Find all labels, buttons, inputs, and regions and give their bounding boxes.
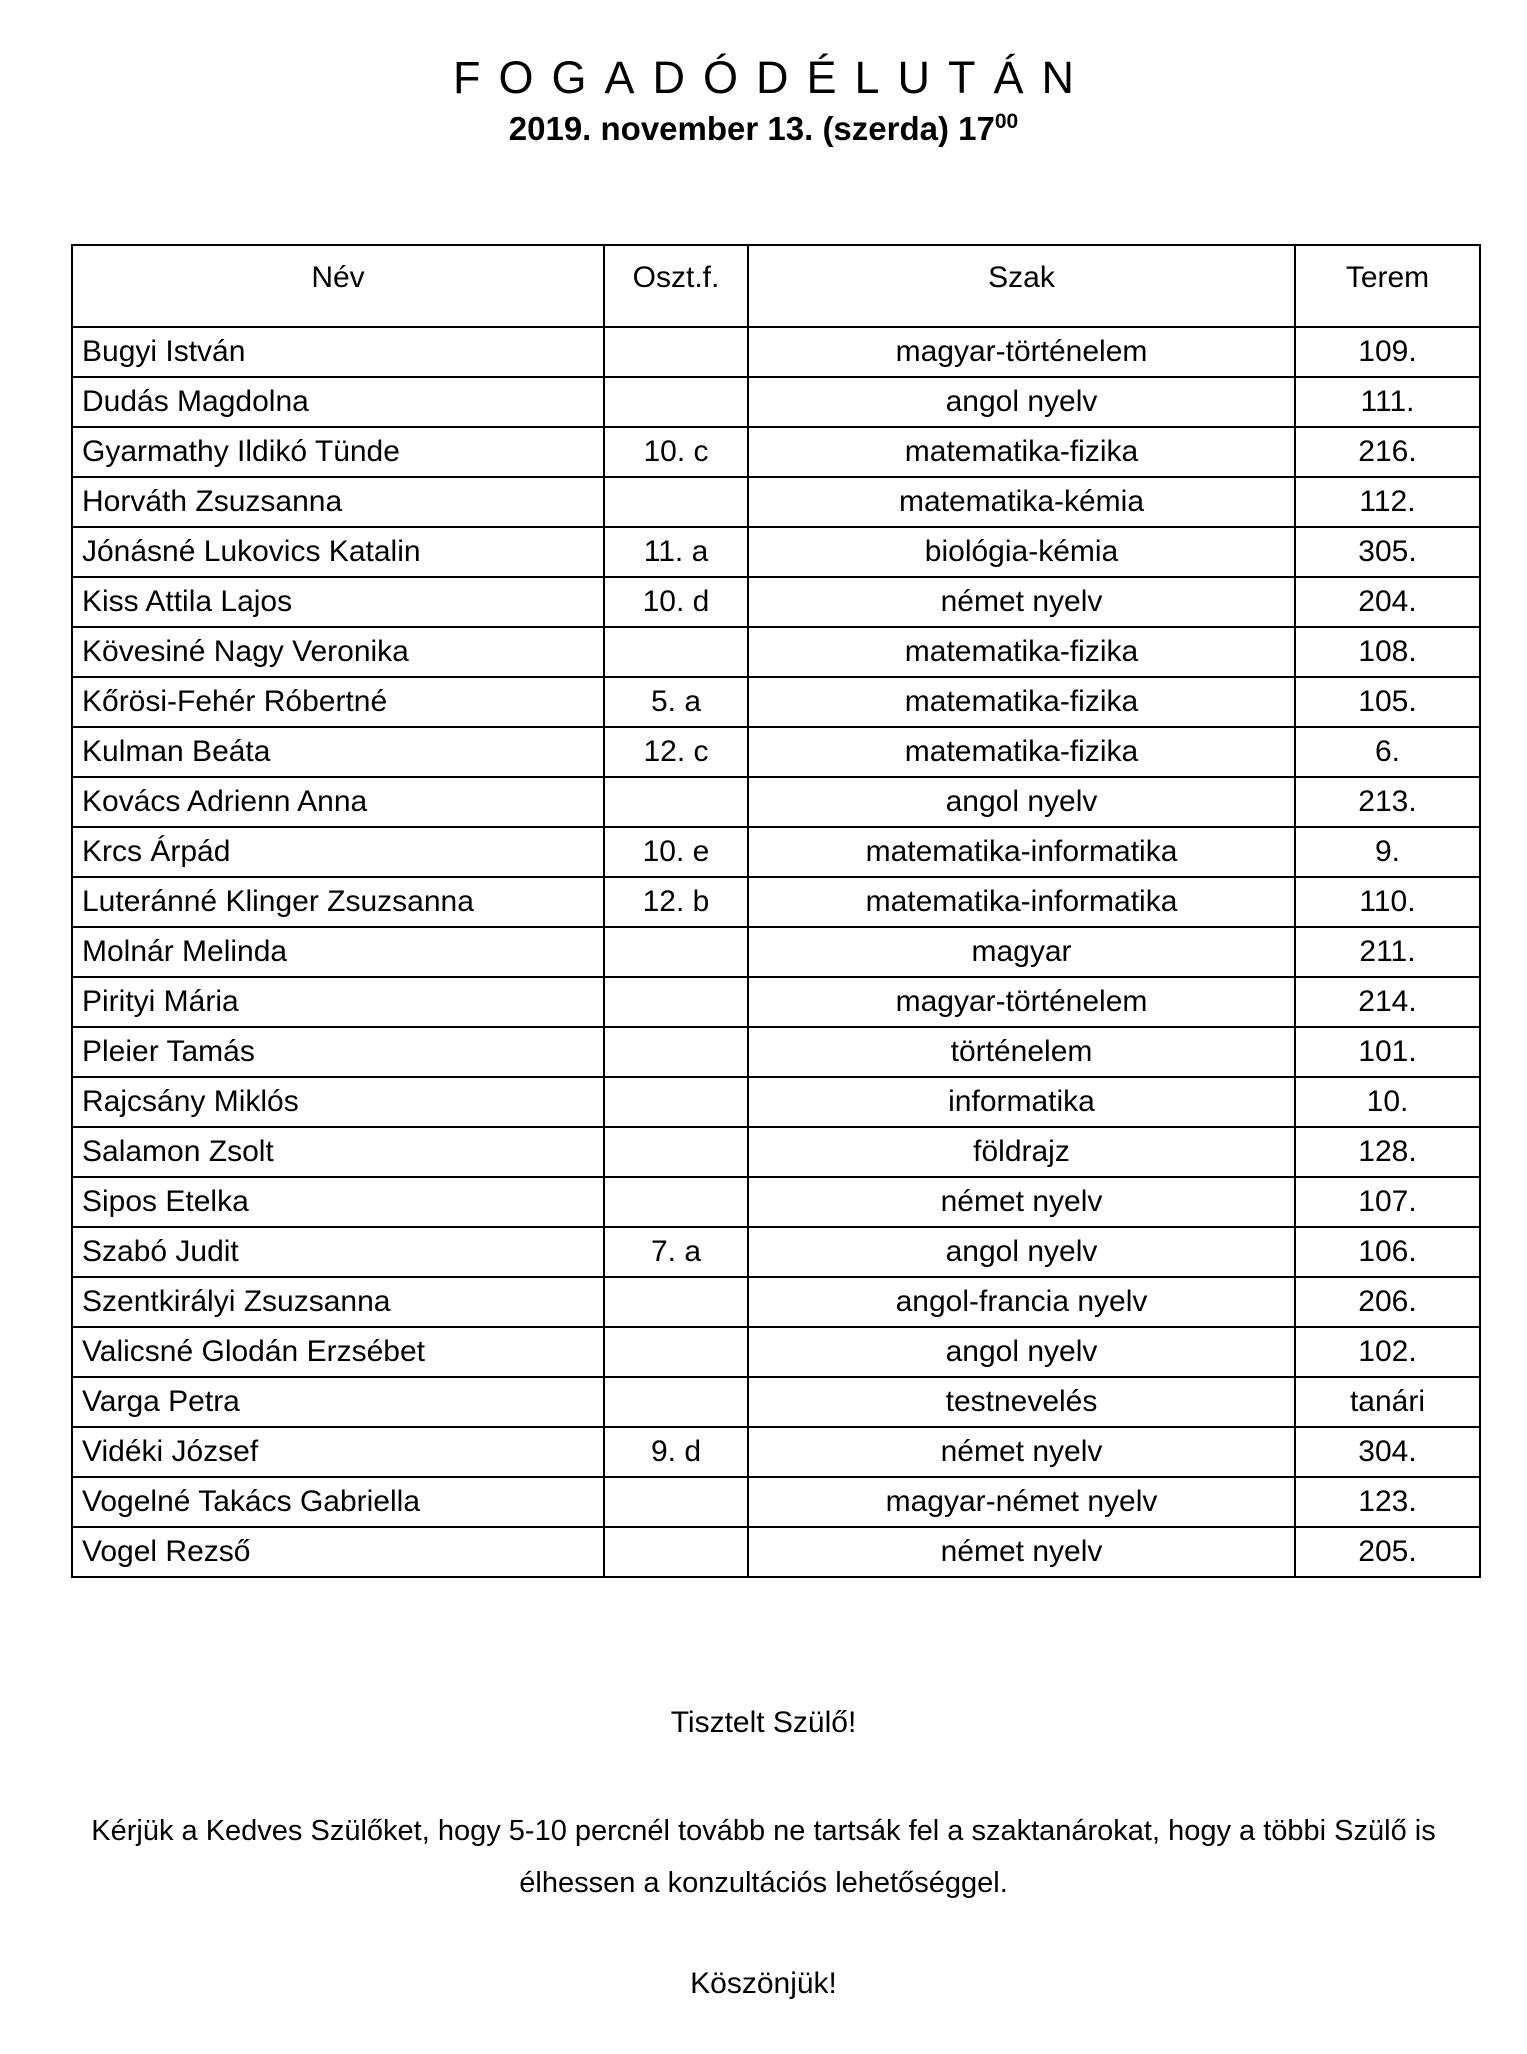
row-room-cell: 111. [1295, 377, 1480, 427]
row-subject-cell: matematika-fizika [748, 677, 1295, 727]
row-name-cell: Varga Petra [72, 1377, 604, 1427]
row-subject-cell: magyar-történelem [748, 977, 1295, 1027]
row-room-cell: 112. [1295, 477, 1480, 527]
row-subject-cell: magyar-német nyelv [748, 1477, 1295, 1527]
row-class-cell: 10. c [604, 427, 748, 477]
row-room-cell: 216. [1295, 427, 1480, 477]
table-header-row [72, 245, 1480, 327]
row-name-cell: Szentkirályi Zsuzsanna [72, 1277, 604, 1327]
row-name-cell: Kőrösi-Fehér Róbertné [72, 677, 604, 727]
row-name-cell: Luteránné Klinger Zsuzsanna [72, 877, 604, 927]
table-row [72, 777, 1480, 827]
table-row [72, 727, 1480, 777]
row-room-cell: 304. [1295, 1427, 1480, 1477]
row-name-cell: Sipos Etelka [72, 1177, 604, 1227]
footer-thanks: Köszönjük! [690, 1967, 837, 2001]
row-class-cell [604, 327, 748, 377]
table-row [72, 1477, 1480, 1527]
row-subject-cell: angol nyelv [748, 777, 1295, 827]
row-class-cell [604, 1127, 748, 1177]
table-row [72, 877, 1480, 927]
row-subject-cell: informatika [748, 1077, 1295, 1127]
row-class-cell [604, 477, 748, 527]
row-subject-cell: történelem [748, 1027, 1295, 1077]
row-class-cell: 12. b [604, 877, 748, 927]
table-row [72, 827, 1480, 877]
row-subject-cell: magyar-történelem [748, 327, 1295, 377]
row-room-cell: 206. [1295, 1277, 1480, 1327]
row-subject-cell: földrajz [748, 1127, 1295, 1177]
row-room-cell: 101. [1295, 1027, 1480, 1077]
table-row [72, 1427, 1480, 1477]
row-class-cell [604, 927, 748, 977]
row-class-cell [604, 1277, 748, 1327]
table-row [72, 627, 1480, 677]
row-class-cell: 5. a [604, 677, 748, 727]
row-room-cell: 106. [1295, 1227, 1480, 1277]
row-name-cell: Szabó Judit [72, 1227, 604, 1277]
row-class-cell [604, 1327, 748, 1377]
row-name-cell: Dudás Magdolna [72, 377, 604, 427]
footer-greeting: Tisztelt Szülő! [670, 1706, 857, 1739]
row-room-cell: 107. [1295, 1177, 1480, 1227]
row-name-cell: Krcs Árpád [72, 827, 604, 877]
footer [0, 1706, 1527, 2001]
row-room-cell: tanári [1295, 1377, 1480, 1427]
row-class-cell: 10. e [604, 827, 748, 877]
row-subject-cell: biológia-kémia [748, 527, 1295, 577]
row-subject-cell: matematika-fizika [748, 727, 1295, 777]
row-subject-cell: német nyelv [748, 1427, 1295, 1477]
row-room-cell: 9. [1295, 827, 1480, 877]
table-row [72, 927, 1480, 977]
row-class-cell [604, 1177, 748, 1227]
table-row [72, 377, 1480, 427]
footer-message: Kérjük a Kedves Szülőket, hogy 5-10 percnél tovább ne tartsák fel a szaktanárokat, hogy a többi Szülő is élhessen a konzultációs lehetőséggel. [91, 1815, 1436, 1899]
row-name-cell: Valicsné Glodán Erzsébet [72, 1327, 604, 1377]
page-subtitle [0, 110, 1527, 148]
table-row [72, 1027, 1480, 1077]
table-row [72, 1127, 1480, 1177]
row-room-cell: 10. [1295, 1077, 1480, 1127]
row-class-cell: 10. d [604, 577, 748, 627]
table-row [72, 1327, 1480, 1377]
page-title: FOGADÓDÉLUTÁN [452, 52, 1093, 103]
row-name-cell: Kovács Adrienn Anna [72, 777, 604, 827]
row-subject-cell: matematika-kémia [748, 477, 1295, 527]
table-row [72, 1277, 1480, 1327]
row-name-cell: Pleier Tamás [72, 1027, 604, 1077]
row-class-cell: 9. d [604, 1427, 748, 1477]
row-class-cell [604, 777, 748, 827]
row-name-cell: Jónásné Lukovics Katalin [72, 527, 604, 577]
table-row [72, 477, 1480, 527]
column-header-subject: Szak [748, 245, 1295, 327]
row-subject-cell: matematika-informatika [748, 827, 1295, 877]
row-name-cell: Bugyi István [72, 327, 604, 377]
row-room-cell: 109. [1295, 327, 1480, 377]
row-name-cell: Gyarmathy Ildikó Tünde [72, 427, 604, 477]
row-subject-cell: német nyelv [748, 1177, 1295, 1227]
row-class-cell [604, 977, 748, 1027]
row-room-cell: 205. [1295, 1527, 1480, 1577]
row-name-cell: Salamon Zsolt [72, 1127, 604, 1177]
row-name-cell: Horváth Zsuzsanna [72, 477, 604, 527]
row-room-cell: 110. [1295, 877, 1480, 927]
row-room-cell: 214. [1295, 977, 1480, 1027]
row-name-cell: Rajcsány Miklós [72, 1077, 604, 1127]
row-name-cell: Vidéki József [72, 1427, 604, 1477]
row-class-cell [604, 1377, 748, 1427]
row-room-cell: 204. [1295, 577, 1480, 627]
table-row [72, 1077, 1480, 1127]
row-class-cell [604, 1477, 748, 1527]
table-row [72, 977, 1480, 1027]
row-name-cell: Kiss Attila Lajos [72, 577, 604, 627]
row-subject-cell: angol nyelv [748, 1327, 1295, 1377]
row-room-cell: 305. [1295, 527, 1480, 577]
row-subject-cell: német nyelv [748, 1527, 1295, 1577]
row-room-cell: 102. [1295, 1327, 1480, 1377]
reception-schedule-table [71, 244, 1481, 1578]
table-row [72, 577, 1480, 627]
table-row [72, 427, 1480, 477]
subtitle-time-superscript: 00 [994, 110, 1019, 133]
row-subject-cell: angol-francia nyelv [748, 1277, 1295, 1327]
row-class-cell [604, 627, 748, 677]
row-subject-cell: angol nyelv [748, 377, 1295, 427]
column-header-class: Oszt.f. [604, 245, 748, 327]
table-row [72, 1177, 1480, 1227]
table-row [72, 1377, 1480, 1427]
row-class-cell: 12. c [604, 727, 748, 777]
table-row [72, 677, 1480, 727]
row-room-cell: 213. [1295, 777, 1480, 827]
row-subject-cell: matematika-fizika [748, 427, 1295, 477]
row-subject-cell: matematika-informatika [748, 877, 1295, 927]
row-subject-cell: testnevelés [748, 1377, 1295, 1427]
row-subject-cell: angol nyelv [748, 1227, 1295, 1277]
row-class-cell: 11. a [604, 527, 748, 577]
row-class-cell [604, 377, 748, 427]
row-subject-cell: német nyelv [748, 577, 1295, 627]
row-name-cell: Pirityi Mária [72, 977, 604, 1027]
row-class-cell [604, 1027, 748, 1077]
column-header-room: Terem [1295, 245, 1480, 327]
row-class-cell: 7. a [604, 1227, 748, 1277]
row-room-cell: 123. [1295, 1477, 1480, 1527]
row-name-cell: Kulman Beáta [72, 727, 604, 777]
subtitle-date: 2019. november 13. (szerda) 17 [508, 110, 995, 147]
row-room-cell: 108. [1295, 627, 1480, 677]
table-row [72, 1227, 1480, 1277]
row-name-cell: Vogelné Takács Gabriella [72, 1477, 604, 1527]
table-body [72, 327, 1480, 1577]
row-name-cell: Kövesiné Nagy Veronika [72, 627, 604, 677]
row-room-cell: 211. [1295, 927, 1480, 977]
row-room-cell: 105. [1295, 677, 1480, 727]
table-row [72, 1527, 1480, 1577]
row-subject-cell: matematika-fizika [748, 627, 1295, 677]
table-row [72, 327, 1480, 377]
table-row [72, 527, 1480, 577]
row-class-cell [604, 1077, 748, 1127]
row-name-cell: Vogel Rezső [72, 1527, 604, 1577]
row-class-cell [604, 1527, 748, 1577]
row-room-cell: 128. [1295, 1127, 1480, 1177]
row-room-cell: 6. [1295, 727, 1480, 777]
row-name-cell: Molnár Melinda [72, 927, 604, 977]
row-subject-cell: magyar [748, 927, 1295, 977]
column-header-name: Név [72, 245, 604, 327]
